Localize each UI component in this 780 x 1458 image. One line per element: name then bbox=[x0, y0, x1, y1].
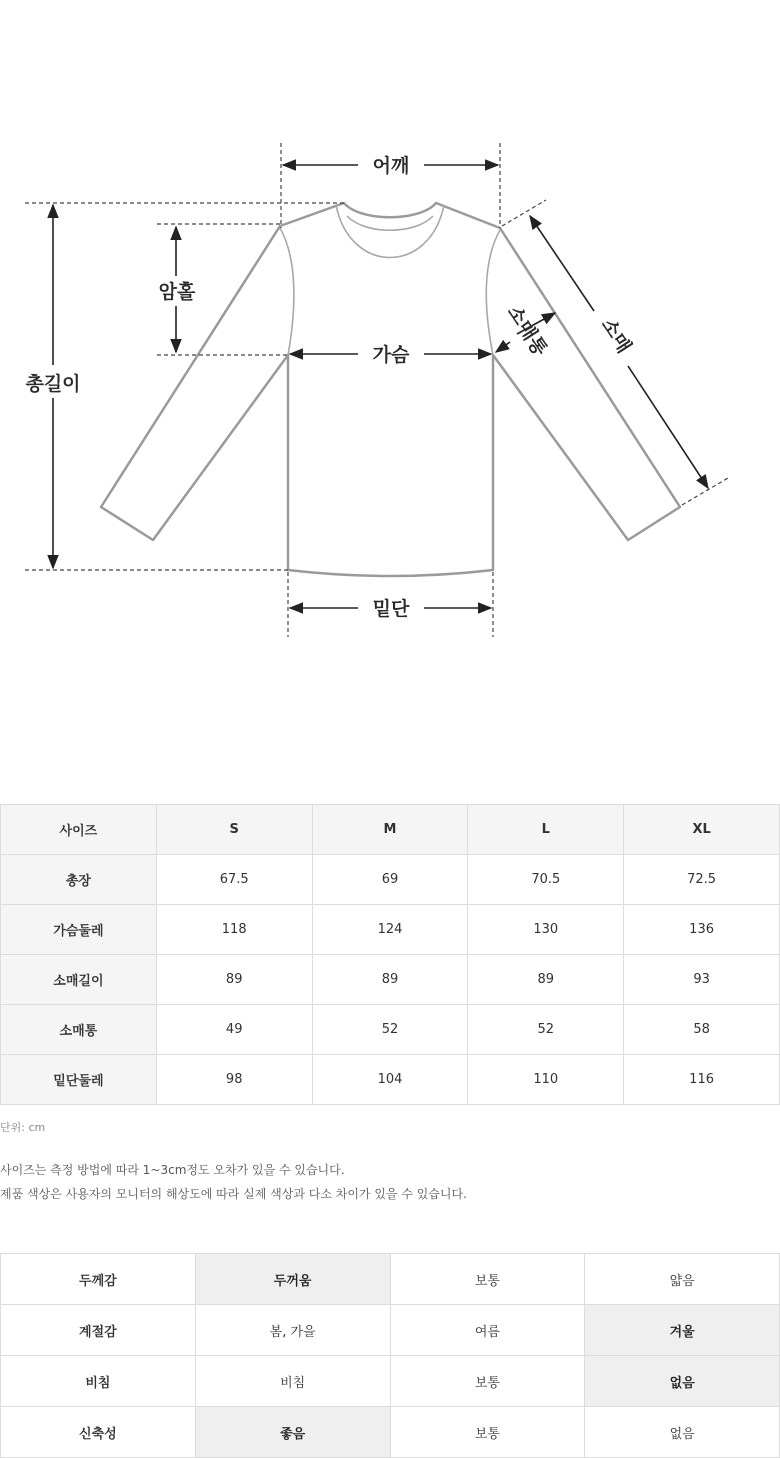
table-cell: 124 bbox=[312, 905, 468, 955]
fabric-option: 겨울 bbox=[585, 1305, 780, 1356]
fabric-label: 비침 bbox=[1, 1356, 196, 1407]
table-cell: 89 bbox=[156, 955, 312, 1005]
sweater-inner-lines bbox=[280, 205, 500, 355]
fabric-option: 여름 bbox=[390, 1305, 585, 1356]
fabric-row bbox=[1, 1305, 780, 1356]
row-label: 소매통 bbox=[1, 1005, 157, 1055]
label-chest: 가슴 bbox=[372, 344, 410, 366]
table-row bbox=[1, 1055, 780, 1105]
fabric-option: 얇음 bbox=[585, 1254, 780, 1305]
fabric-label: 신축성 bbox=[1, 1407, 196, 1458]
table-cell: 58 bbox=[624, 1005, 780, 1055]
table-cell: 52 bbox=[468, 1005, 624, 1055]
fabric-option: 좋음 bbox=[195, 1407, 390, 1458]
label-sleeve-width: 소매통 bbox=[502, 301, 552, 360]
table-cell: 93 bbox=[624, 955, 780, 1005]
header-m: M bbox=[312, 805, 468, 855]
label-total-length: 총길이 bbox=[25, 373, 81, 395]
fabric-option: 없음 bbox=[585, 1407, 780, 1458]
table-cell: 72.5 bbox=[624, 855, 780, 905]
fabric-option: 봄, 가을 bbox=[195, 1305, 390, 1356]
row-label: 가슴둘레 bbox=[1, 905, 157, 955]
row-label: 총장 bbox=[1, 855, 157, 905]
table-cell: 52 bbox=[312, 1005, 468, 1055]
header-size: 사이즈 bbox=[1, 805, 157, 855]
size-diagram bbox=[0, 0, 780, 700]
table-cell: 136 bbox=[624, 905, 780, 955]
unit-note: 단위: cm bbox=[0, 1121, 46, 1134]
table-cell: 104 bbox=[312, 1055, 468, 1105]
table-row bbox=[1, 855, 780, 905]
fabric-row bbox=[1, 1356, 780, 1407]
fabric-option: 보통 bbox=[390, 1254, 585, 1305]
fabric-option: 비침 bbox=[195, 1356, 390, 1407]
size-table-header-row bbox=[1, 805, 780, 855]
table-cell: 98 bbox=[156, 1055, 312, 1105]
fabric-option: 보통 bbox=[390, 1356, 585, 1407]
notes bbox=[0, 1158, 467, 1206]
fabric-info-table bbox=[0, 1253, 780, 1458]
header-s: S bbox=[156, 805, 312, 855]
table-cell: 89 bbox=[468, 955, 624, 1005]
label-hem: 밑단 bbox=[372, 598, 410, 620]
fabric-option: 두꺼움 bbox=[195, 1254, 390, 1305]
table-cell: 110 bbox=[468, 1055, 624, 1105]
label-armhole: 암홀 bbox=[158, 281, 196, 303]
note-line: 사이즈는 측정 방법에 따라 1~3cm정도 오차가 있을 수 있습니다. bbox=[0, 1163, 345, 1177]
table-row bbox=[1, 905, 780, 955]
size-table bbox=[0, 804, 780, 1105]
sweater-outline bbox=[101, 203, 680, 576]
row-label: 소매길이 bbox=[1, 955, 157, 1005]
note-line: 제품 색상은 사용자의 모니터의 해상도에 따라 실제 색상과 다소 차이가 있을 수 있습니다. bbox=[0, 1187, 467, 1201]
table-cell: 69 bbox=[312, 855, 468, 905]
fabric-option: 없음 bbox=[585, 1356, 780, 1407]
fabric-row bbox=[1, 1407, 780, 1458]
label-sleeve: 소매 bbox=[596, 314, 636, 358]
dimension-arrows bbox=[53, 165, 708, 608]
row-label: 밑단둘레 bbox=[1, 1055, 157, 1105]
fabric-option: 보통 bbox=[390, 1407, 585, 1458]
table-cell: 118 bbox=[156, 905, 312, 955]
header-xl: XL bbox=[624, 805, 780, 855]
label-shoulder: 어깨 bbox=[372, 155, 410, 177]
table-cell: 89 bbox=[312, 955, 468, 1005]
table-cell: 130 bbox=[468, 905, 624, 955]
table-row bbox=[1, 1005, 780, 1055]
header-l: L bbox=[468, 805, 624, 855]
fabric-label: 두께감 bbox=[1, 1254, 196, 1305]
table-row bbox=[1, 955, 780, 1005]
table-cell: 70.5 bbox=[468, 855, 624, 905]
table-cell: 67.5 bbox=[156, 855, 312, 905]
fabric-label: 계절감 bbox=[1, 1305, 196, 1356]
table-cell: 116 bbox=[624, 1055, 780, 1105]
fabric-row bbox=[1, 1254, 780, 1305]
table-cell: 49 bbox=[156, 1005, 312, 1055]
